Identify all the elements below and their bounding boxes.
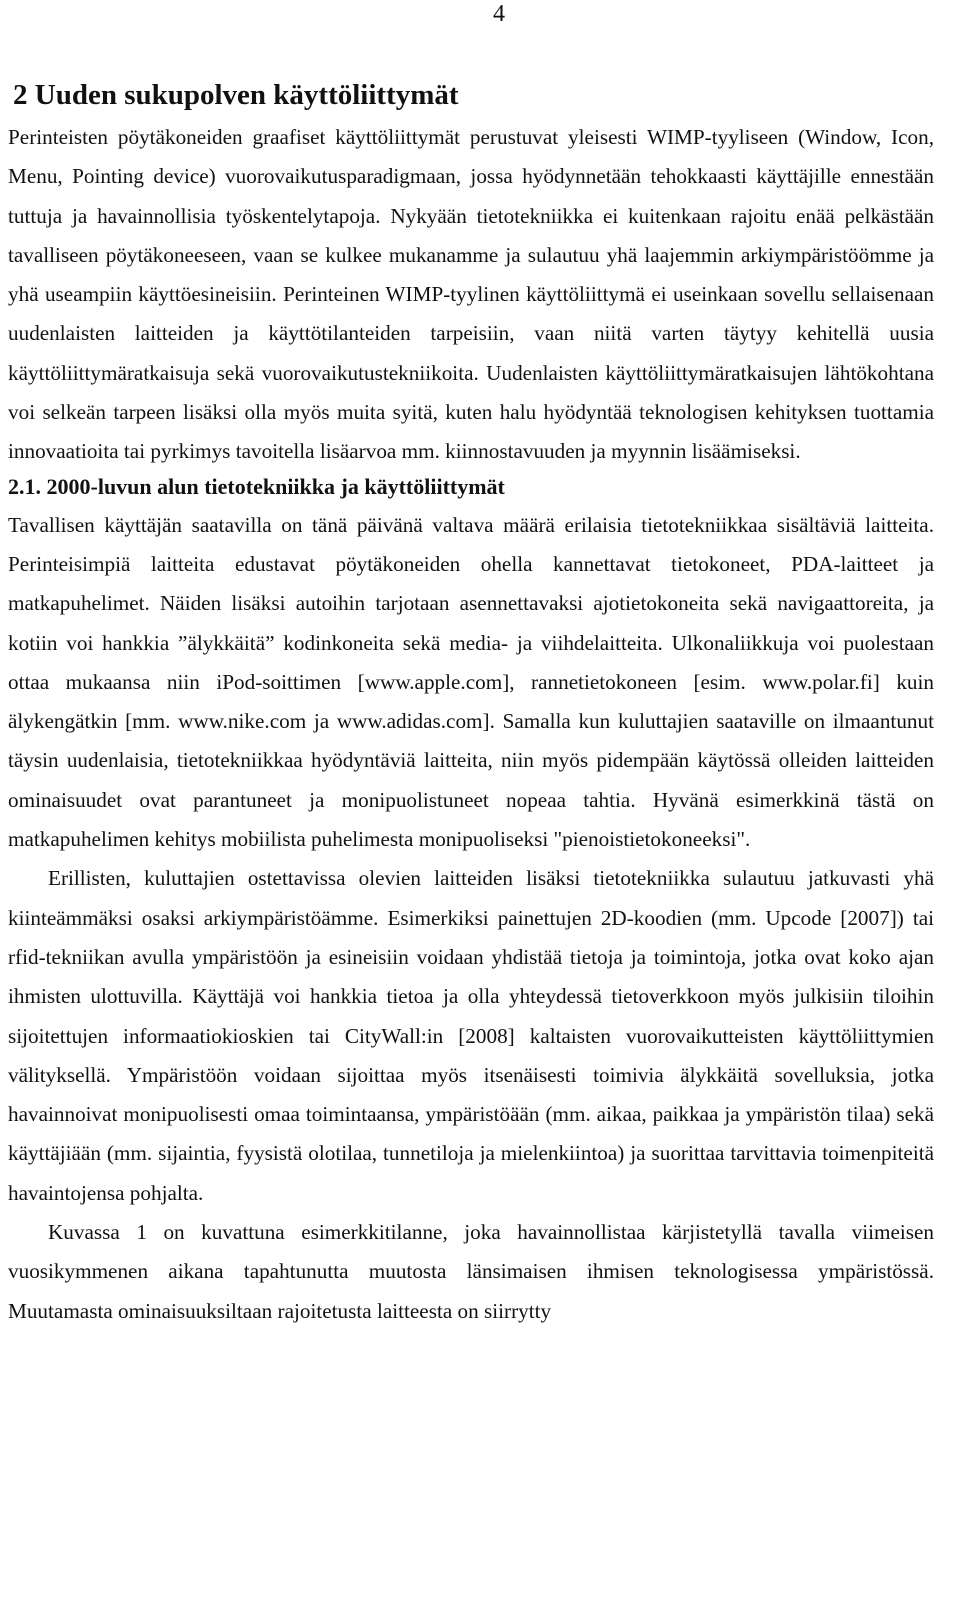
document-body — [8, 76, 934, 1331]
chapter-intro-paragraph: Perinteisten pöytäkoneiden graafiset käyttöliittymät perustuvat yleisesti WIMP-tyyliseen (Window, Icon, Menu, Pointing device) vuorovaikutusparadigmaan, jossa hyödynnetään tehokkaasti käyttäjille ennestään tuttuja ja havainnollisia työskentelytapoja. Nykyään tietotekniikka ei kuitenkaan rajoitu enää pelkästään tavalliseen pöytäkoneeseen, vaan se kulkee mukanamme ja sulautuu yhä laajemmin arkiympäristöömme ja yhä useampiin käyttöesineisiin. Perinteinen WIMP-tyylinen käyttöliittymä ei useinkaan sovellu sellaisenaan uudenlaisten laitteiden ja käyttötilanteiden tarpeisiin, vaan niitä varten täytyy kehitellä uusia käyttöliittymäratkaisuja sekä vuorovaikutustekniikoita. Uudenlaisten käyttöliittymäratkaisujen lähtökohtana voi selkeän tarpeen lisäksi olla myös muita syitä, kuten halu hyödyntää teknologisen kehityksen tuottamia innovaatioita tai pyrkimys tavoitella lisäarvoa mm. kiinnostavuuden ja myynnin lisäämiseksi. — [8, 125, 934, 464]
section-heading: 2.1. 2000-luvun alun tietotekniikka ja käyttöliittymät — [8, 473, 505, 499]
page-number: 4 — [493, 1, 505, 27]
section-paragraph-figure-ref: Kuvassa 1 on kuvattuna esimerkkitilanne, joka havainnollistaa kärjistetyllä tavalla viimeisen vuosikymmenen aikana tapahtunutta muutosta länsimaisen ihmisen teknologisessa ympäristössä. Muutamasta ominaisuuksiltaan rajoitetusta laitteesta on siirrytty — [8, 1220, 934, 1323]
section-paragraph-devices: Tavallisen käyttäjän saatavilla on tänä päivänä valtava määrä erilaisia tietotekniikkaa sisältäviä laitteita. Perinteisimpiä laitteita edustavat pöytäkoneiden ohella kannettavat tietokoneet, PDA-laitteet ja matkapuhelimet. Näiden lisäksi autoihin tarjotaan asennettavaksi ajotietokoneita sekä navigaattoreita, ja kotiin voi hankkia ”älykkäitä” kodinkoneita sekä media- ja viihdelaitteita. Ulkonaliikkuja voi puolestaan ottaa mukaansa niin iPod-soittimen [www.apple.com], rannetietokoneen [esim. www.polar.fi] kuin älykengätkin [mm. www.nike.com ja www.adidas.com]. Samalla kun kuluttajien saataville on ilmaantunut täysin uudenlaisia, tietotekniikkaa hyödyntäviä laitteita, niin myös pidempään käytössä olleiden laitteiden ominaisuudet ovat parantuneet ja monipuolistuneet nopeaa tahtia. Hyvänä esimerkkinä tästä on matkapuhelimen kehitys mobiilista puhelimesta monipuoliseksi "pienoistietokoneeksi". — [8, 512, 934, 852]
section-paragraph-ubiquitous: Erillisten, kuluttajien ostettavissa olevien laitteiden lisäksi tietotekniikka sulautuu jatkuvasti yhä kiinteämmäksi osaksi arkiympäristöämme. Esimerkiksi painettujen 2D-koodien (mm. Upcode [2007]) tai rfid-tekniikan avulla ympäristöön ja esineisiin voidaan yhdistää tietoja ja toimintoja, jotka ovat koko ajan ihmisten ulottuvilla. Käyttäjä voi hankkia tietoa ja olla yhteydessä tietoverkkoon myös julkisiin tiloihin sijoitettujen informaatiokioskien tai CityWall:in [2008] kaltaisten vuorovaikutteisten käyttöliittymien välityksellä. Ympäristöön voidaan sijoittaa myös itsenäisesti toimivia älykkäitä sovelluksia, jotka havainnoivat monipuolisesti omaa toimintaansa, ympäristöään (mm. aikaa, paikkaa ja ympäristön tilaa) sekä käyttäjiään (mm. sijaintia, fyysistä olotilaa, tunnetiloja ja mielenkiintoa) ja suorittaa tarvittavia toimenpiteitä havaintojensa pohjalta. — [8, 866, 934, 1205]
chapter-heading: 2 Uuden sukupolven käyttöliittymät — [13, 79, 459, 111]
